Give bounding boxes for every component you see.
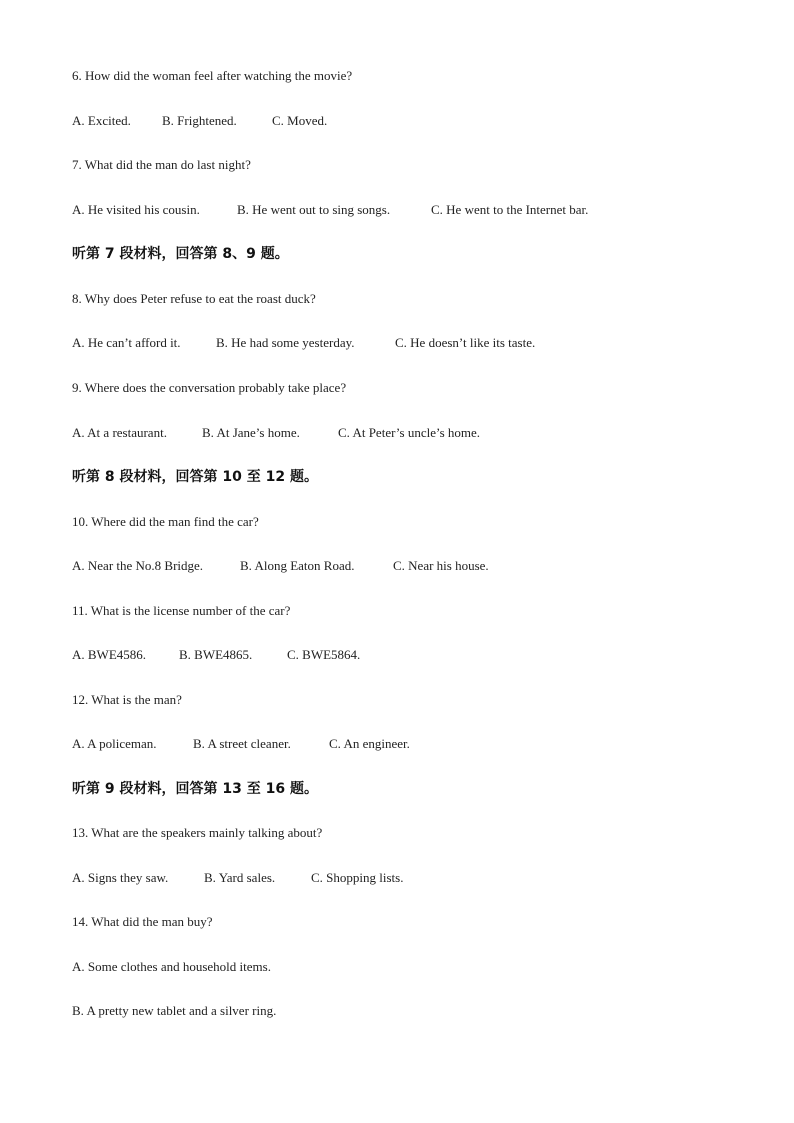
question-14: 14. What did the man buy? [72,914,213,929]
option: A. A policeman. [72,736,157,751]
options-6 [72,113,327,129]
option: C. Shopping lists. [311,870,404,885]
option: C. Moved. [272,113,328,128]
section-heading-8: 听第 8 段材料，回答第 10 至 12 题。 [72,469,318,485]
option: A. He can’t afford it. [72,335,181,350]
option: B. Frightened. [162,113,237,128]
option-14a: A. Some clothes and household items. [72,959,271,974]
question-11: 11. What is the license number of the car? [72,603,291,618]
option: A. Excited. [72,113,131,128]
question-12: 12. What is the man? [72,692,182,707]
option: B. Along Eaton Road. [240,558,355,573]
question-8: 8. Why does Peter refuse to eat the roast duck? [72,291,316,306]
question-6: 6. How did the woman feel after watching the movie? [72,68,353,83]
options-8 [72,335,535,351]
option-14b: B. A pretty new tablet and a silver ring. [72,1003,277,1018]
option: C. He went to the Internet bar. [431,202,589,217]
question-9: 9. Where does the conversation probably take place? [72,380,347,395]
option: C. At Peter’s uncle’s home. [338,425,481,440]
option: B. Yard sales. [204,870,276,885]
question-7: 7. What did the man do last night? [72,157,251,172]
option: B. BWE4865. [179,647,253,662]
options-7 [72,202,588,218]
option: A. Signs they saw. [72,870,169,885]
option: A. BWE4586. [72,647,147,662]
options-13 [72,870,403,886]
option: A. At a restaurant. [72,425,167,440]
options-10 [72,558,489,574]
option: B. A street cleaner. [193,736,291,751]
option: C. An engineer. [329,736,410,751]
section-heading-9: 听第 9 段材料，回答第 13 至 16 题。 [72,781,318,797]
options-12 [72,736,410,752]
option: B. He had some yesterday. [216,335,355,350]
options-9 [72,425,480,441]
option: B. He went out to sing songs. [237,202,391,217]
section-heading-7: 听第 7 段材料，回答第 8、9 题。 [72,246,289,262]
option: B. At Jane’s home. [202,425,300,440]
option: A. He visited his cousin. [72,202,200,217]
option: C. BWE5864. [287,647,361,662]
options-11 [72,647,360,663]
question-13: 13. What are the speakers mainly talking about? [72,825,323,840]
option: A. Near the No.8 Bridge. [72,558,204,573]
option: C. Near his house. [393,558,489,573]
question-10: 10. Where did the man find the car? [72,514,259,529]
option: C. He doesn’t like its taste. [395,335,536,350]
